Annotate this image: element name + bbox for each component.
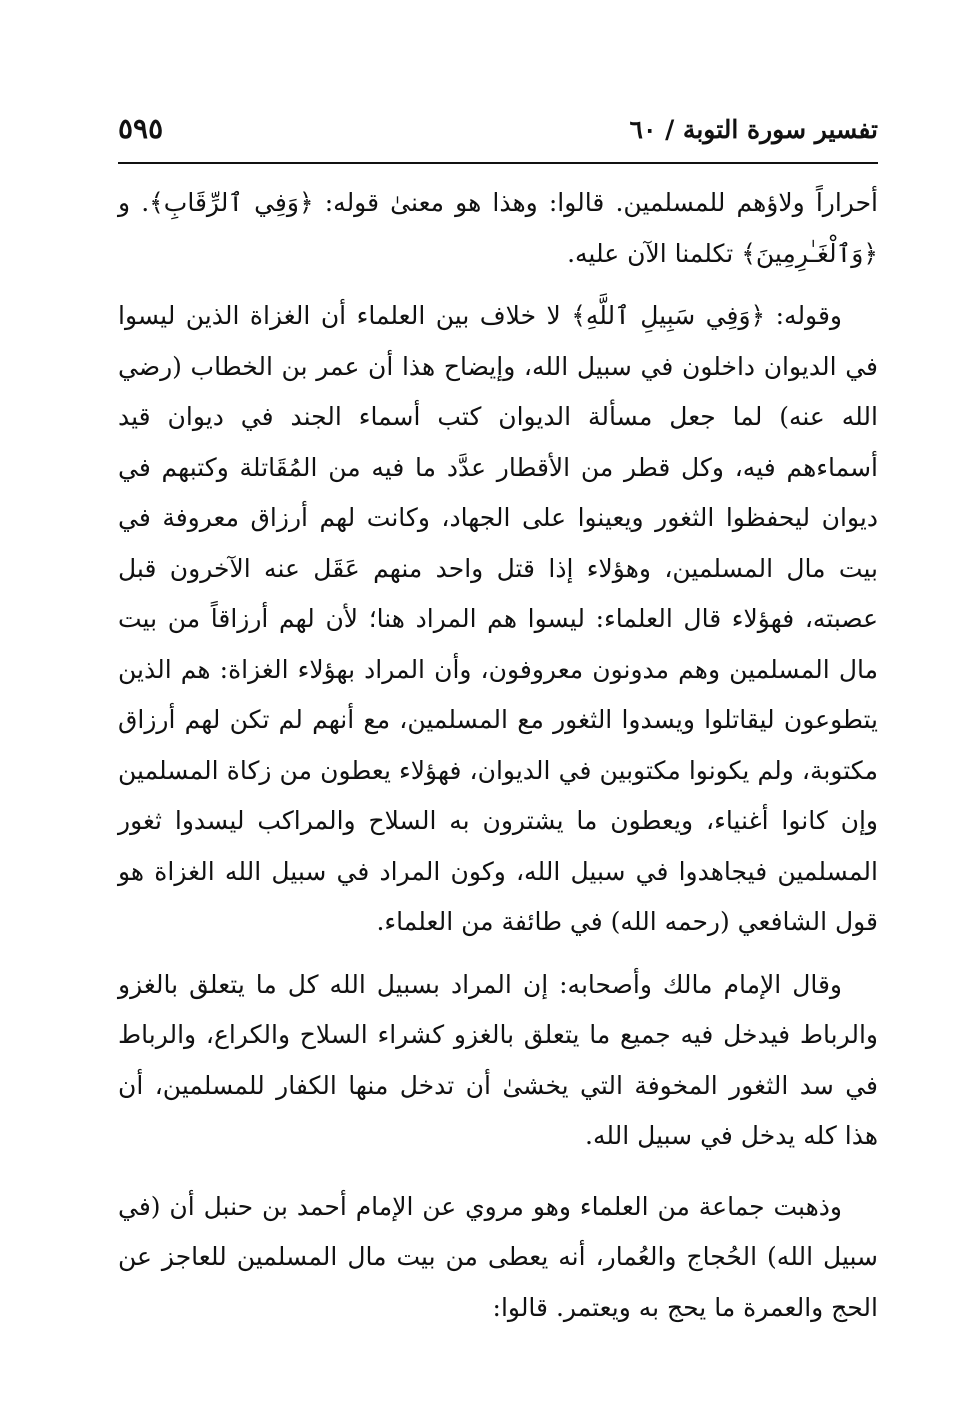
document-page bbox=[118, 112, 878, 1333]
page-number: ٥٩٥ bbox=[118, 112, 164, 145]
paragraph-2: وقوله: ﴿وَفِي سَبِيلِ ٱللَّهِ﴾ لا خلاف بين العلماء أن الغزاة الذين ليسوا في الديوان داخلون في سبيل الله، وإيضاح هذا أن عمر بن الخطاب (رضي الله عنه) لما جعل مسألة الديوان كتب أسماء الجند في ديوان قيد أسماءهم فيه، وكل قطر من الأقطار عدَّد ما فيه من المُقَاتلة وكتبهم في ديوان ليحفظوا الثغور ويعينوا على الجهاد، وكانت لهم أرزاق معروفة في بيت مال المسلمين، وهؤلاء إذا قتل واحد منهم عَقَل عنه الآخرون قبل عصبته، فهؤلاء قال العلماء: ليسوا هم المراد هنا؛ لأن لهم أرزاقاً من بيت مال المسلمين وهم مدونون معروفون، وأن المراد بهؤلاء الغزاة: هم الذين يتطوعون ليقاتلوا ويسدوا الثغور مع المسلمين، مع أنهم لم تكن لهم أرزاق مكتوبة، ولم يكونوا مكتوبين في الديوان، فهؤلاء يعطون من زكاة المسلمين وإن كانوا أغنياء، ويعطون ما يشترون به السلاح والمراكب ليسدوا ثغور المسلمين فيجاهدوا في سبيل الله، وكون المراد في سبيل الله الغزاة هو قول الشافعي (رحمه الله) في طائفة من العلماء. bbox=[118, 301, 878, 936]
paragraph-1: أحراراً ولاؤهم للمسلمين. قالوا: وهذا هو معنىٰ قوله: ﴿وَفِي ٱلرِّقَابِ﴾. و ﴿وَٱلْغَـٰرِمِينَ﴾ تكلمنا الآن عليه. bbox=[118, 188, 878, 268]
header-title: تفسير سورة التوبة / ٦٠ bbox=[629, 115, 878, 144]
paragraph-3: وقال الإمام مالك وأصحابه: إن المراد بسبيل الله كل ما يتعلق بالغزو والرباط فيدخل فيه جميع ما يتعلق بالغزو كشراء السلاح والكراع، والرباط في سد الثغور المخوفة التي يخشىٰ أن تدخل منها الكفار للمسلمين، أن هذا كله يدخل في سبيل الله. bbox=[118, 969, 878, 1150]
running-header bbox=[118, 112, 878, 162]
header-rule bbox=[118, 162, 878, 164]
paragraph-4: وذهبت جماعة من العلماء وهو مروي عن الإمام أحمد بن حنبل أن (في سبيل الله) الحُجاج والعُمار، أنه يعطى من بيت مال المسلمين للعاجز عن الحج والعمرة ما يحج به ويعتمر. قالوا: bbox=[118, 1191, 878, 1322]
